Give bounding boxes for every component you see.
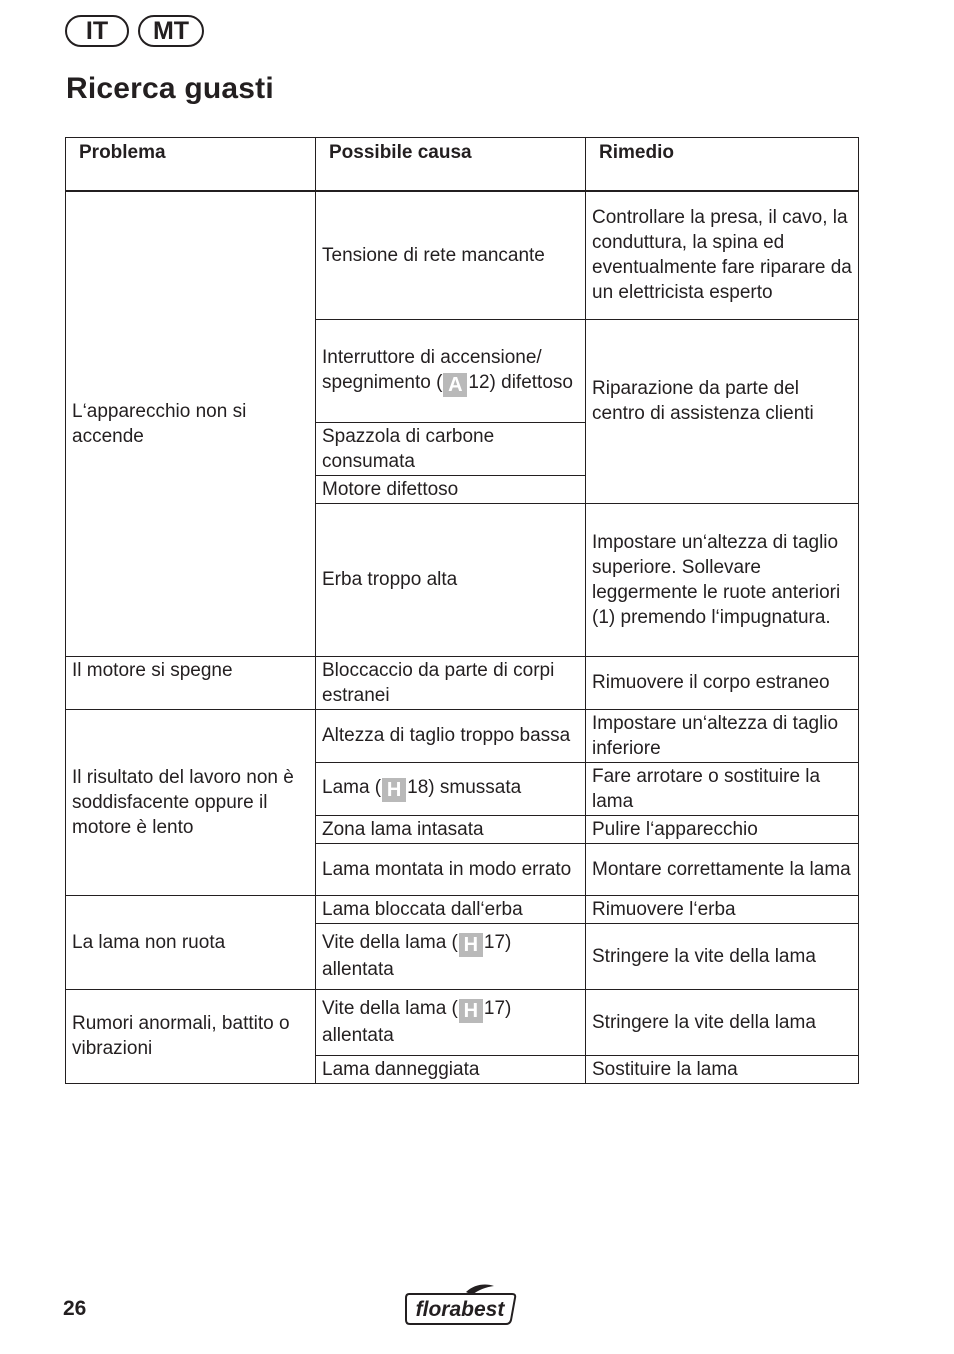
remedy-cell: Impostare un‘altezza di taglio superiore. Sollevare leggermente le ruote anteriori (1) premendo l‘impugnatura.: [586, 503, 859, 656]
figure-ref-h-icon: H: [459, 999, 483, 1023]
cause-cell: Lama danneggiata: [316, 1055, 586, 1083]
table-header-row: [66, 138, 859, 192]
figure-ref-h-icon: H: [459, 933, 483, 957]
troubleshooting-table: [65, 137, 859, 1084]
header-possibile-causa: Possibile causa: [316, 138, 586, 192]
table-row: [66, 989, 859, 1055]
cause-cell: [316, 989, 586, 1055]
header-rimedio: Rimedio: [586, 138, 859, 192]
cause-cell: Bloccaccio da parte di corpi estranei: [316, 656, 586, 709]
remedy-cell: Stringere la vite della lama: [586, 923, 859, 989]
florabest-logo: [404, 1283, 517, 1327]
remedy-cell: Montare correttamente la lama: [586, 843, 859, 895]
table-row: [66, 709, 859, 762]
remedy-cell: Rimuovere il corpo estraneo: [586, 656, 859, 709]
table-row: [66, 656, 859, 709]
problem-cell: Il motore si spegne: [66, 656, 316, 709]
remedy-cell: Stringere la vite della lama: [586, 989, 859, 1055]
page-title: Ricerca guasti: [66, 72, 274, 105]
page-number: 26: [63, 1297, 87, 1320]
cause-cell: Erba troppo alta: [316, 503, 586, 656]
header-problema: Problema: [66, 138, 316, 192]
remedy-cell: Pulire l‘apparecchio: [586, 815, 859, 843]
problem-cell: La lama non ruota: [66, 895, 316, 989]
remedy-cell: Fare arrotare o sostituire la lama: [586, 762, 859, 815]
logo-text: florabest: [415, 1298, 505, 1321]
remedy-cell: Sostituire la lama: [586, 1055, 859, 1083]
table-row: [66, 191, 859, 319]
cause-text: 18) smussata: [407, 777, 522, 798]
cause-cell: Lama montata in modo errato: [316, 843, 586, 895]
cause-cell: Spazzola di carbone consumata: [316, 422, 586, 475]
cause-text: Lama (: [322, 777, 382, 798]
cause-cell: [316, 319, 586, 422]
remedy-cell: Controllare la presa, il cavo, la conduttura, la spina ed eventualmente fare riparare da un elettricista esperto: [586, 191, 859, 319]
cause-text: Vite della lama (: [322, 932, 458, 953]
table-row: [66, 895, 859, 923]
cause-cell: Altezza di taglio troppo bassa: [316, 709, 586, 762]
remedy-cell: Riparazione da parte del centro di assistenza clienti: [586, 319, 859, 503]
figure-ref-h-icon: H: [382, 778, 406, 802]
problem-cell: Il risultato del lavoro non è soddisfacente oppure il motore è lento: [66, 709, 316, 895]
cause-cell: Lama bloccata dall‘erba: [316, 895, 586, 923]
cause-text: 17) allentata: [322, 932, 512, 980]
cause-cell: Tensione di rete mancante: [316, 191, 586, 319]
cause-text: 17) allentata: [322, 998, 512, 1046]
problem-cell: L‘apparecchio non si accende: [66, 191, 316, 656]
figure-ref-a-icon: A: [443, 373, 467, 397]
cause-cell: Motore difettoso: [316, 475, 586, 503]
language-badge-mt: MT: [138, 15, 204, 47]
cause-text: Interruttore di accensione/ spegnimento (: [322, 346, 542, 393]
remedy-cell: Impostare un‘altezza di taglio inferiore: [586, 709, 859, 762]
cause-cell: [316, 762, 586, 815]
language-badges: [65, 15, 204, 47]
cause-text: 12) difettoso: [468, 371, 573, 393]
cause-text: Vite della lama (: [322, 998, 458, 1019]
remedy-cell: Rimuovere l‘erba: [586, 895, 859, 923]
language-badge-it: IT: [65, 15, 129, 47]
problem-cell: Rumori anormali, battito o vibrazioni: [66, 989, 316, 1083]
cause-cell: Zona lama intasata: [316, 815, 586, 843]
cause-cell: [316, 923, 586, 989]
